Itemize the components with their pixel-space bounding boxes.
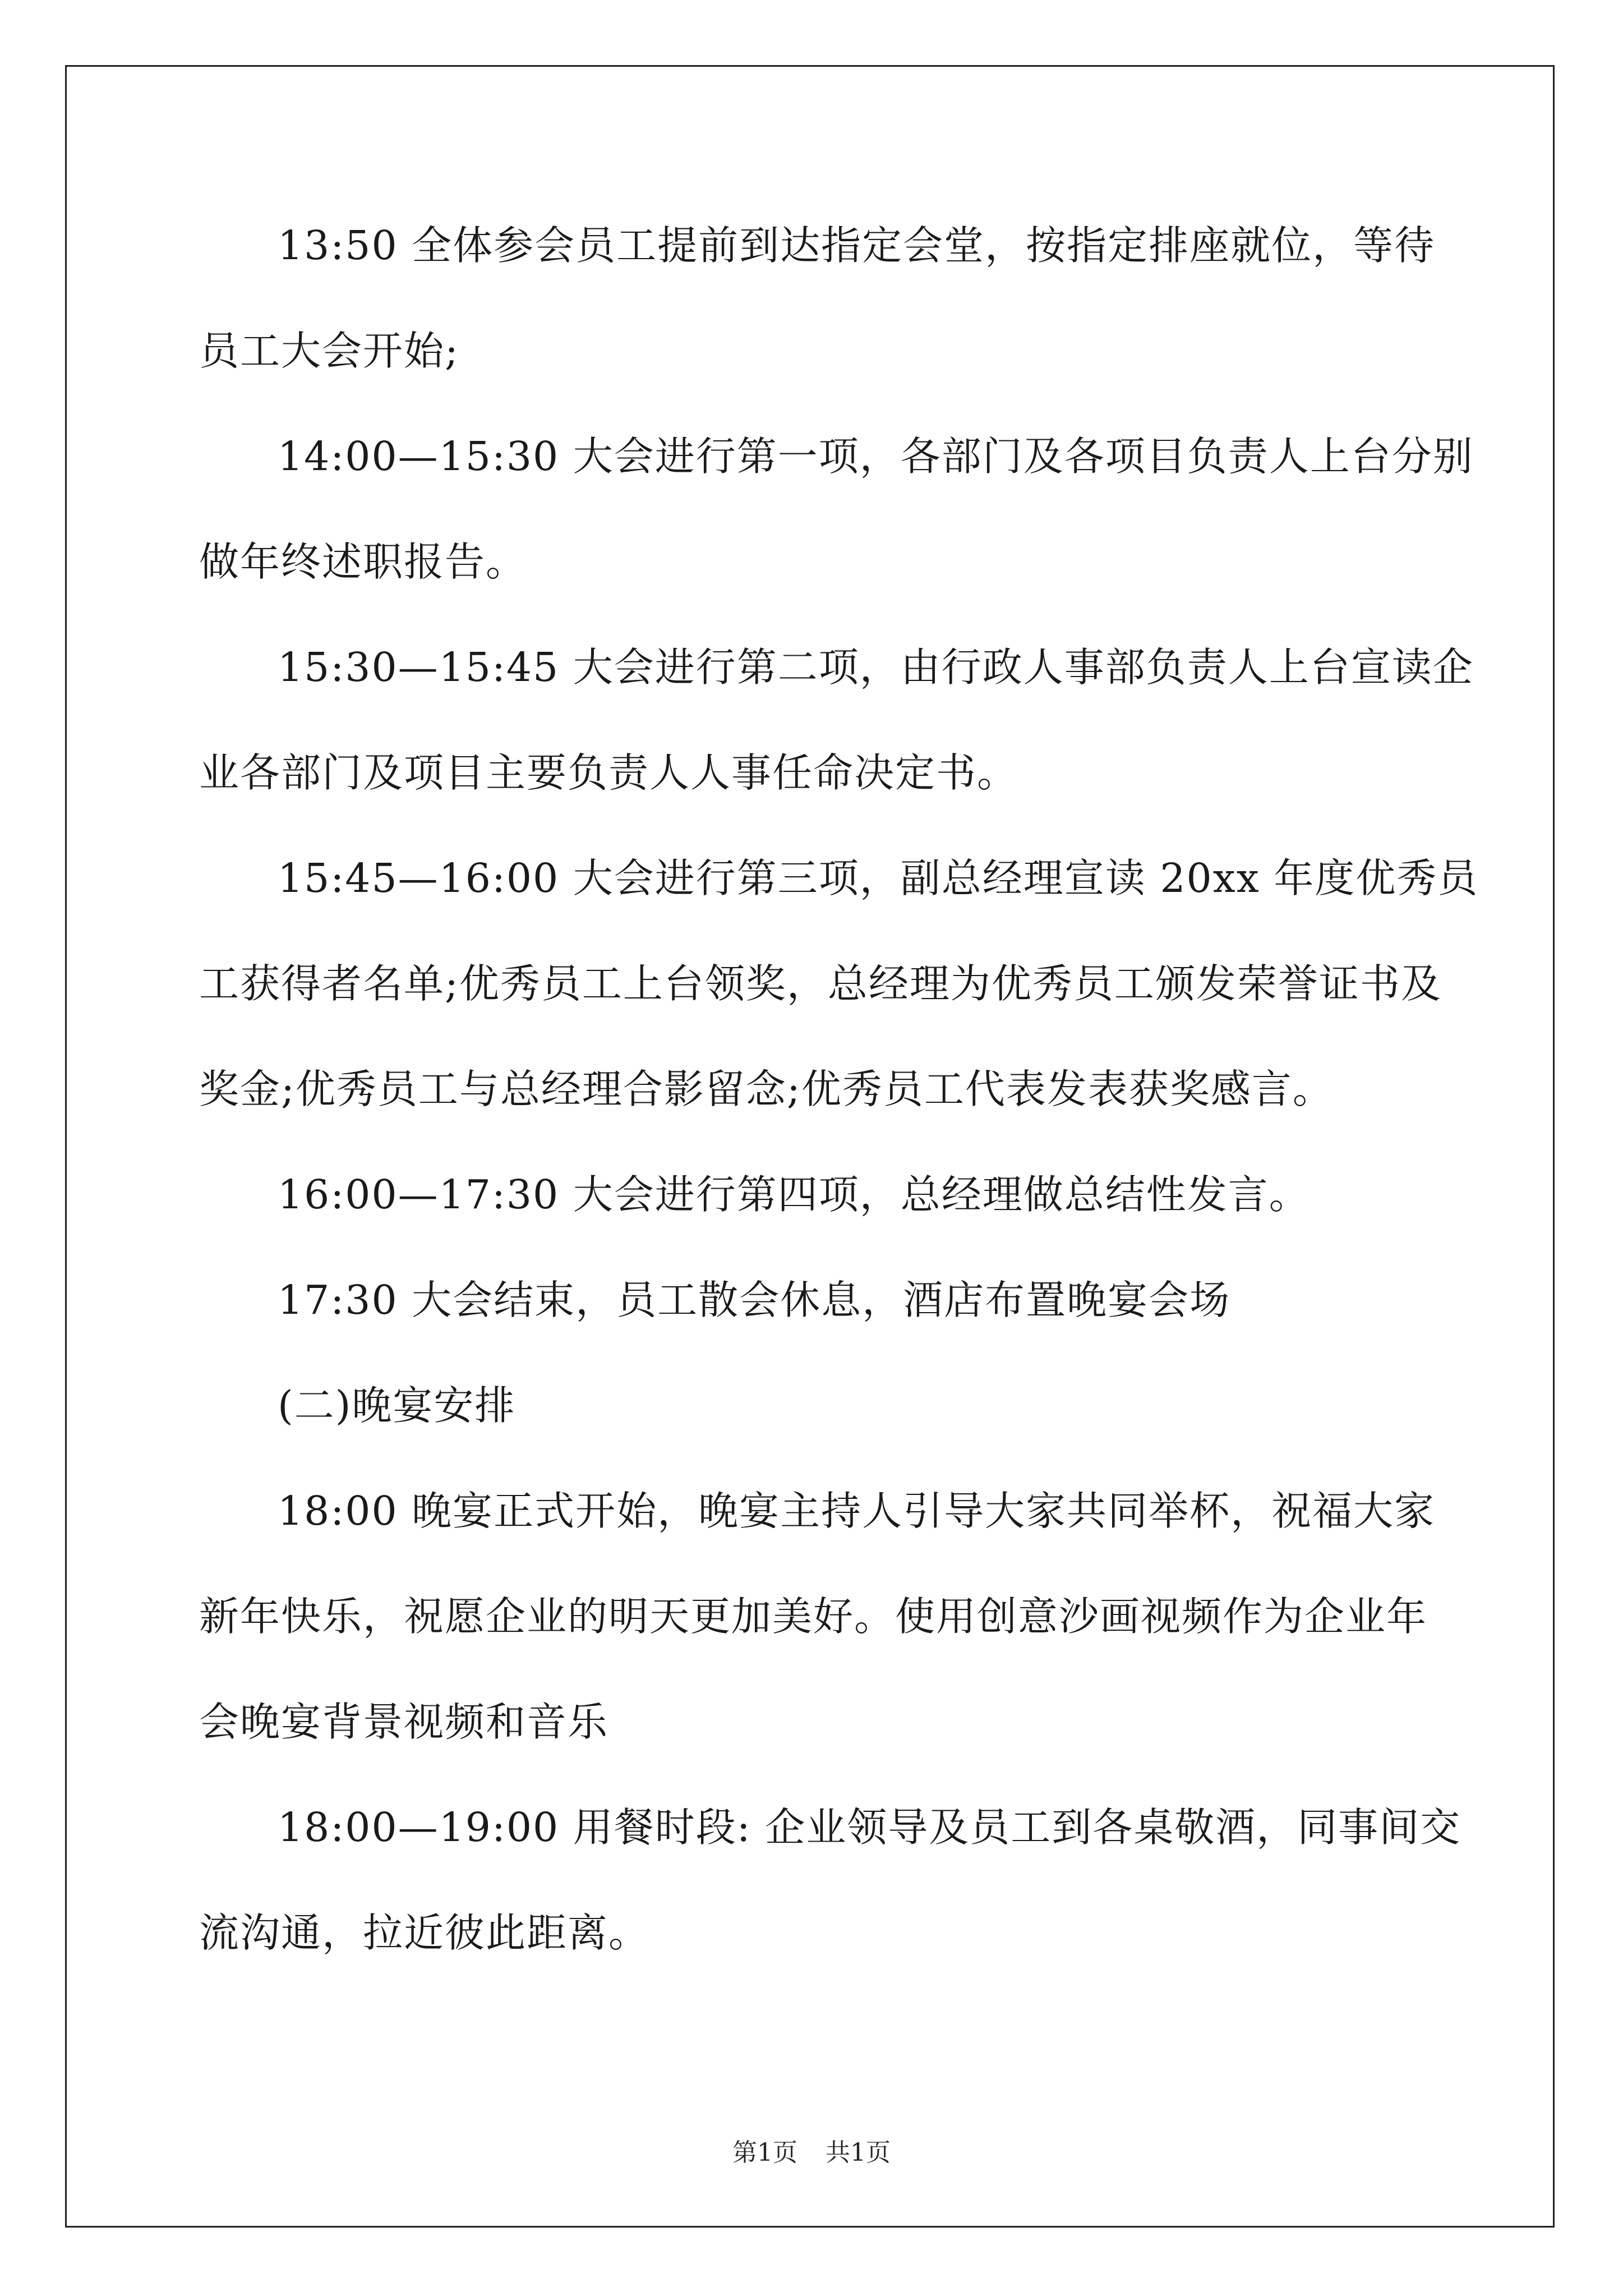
paragraph-4-line-3: 奖金;优秀员工与总经理合影留念;优秀员工代表发表获奖感言。 [199, 1066, 1334, 1112]
paragraph-2-line-1: 14:00—15:30 大会进行第一项，各部门及各项目负责人上台分别 [278, 433, 1474, 480]
page-number: 第1页 [732, 2138, 797, 2167]
paragraph-5-line-1: 16:00—17:30 大会进行第四项，总经理做总结性发言。 [278, 1171, 1310, 1218]
paragraph-4-line-2: 工获得者名单;优秀员工上台领奖，总经理为优秀员工颁发荣誉证书及 [199, 960, 1442, 1007]
paragraph-8-line-1: 18:00 晚宴正式开始，晚宴主持人引导大家共同举杯，祝福大家 [278, 1488, 1436, 1534]
paragraph-3-line-2: 业各部门及项目主要负责人人事任命决定书。 [199, 749, 1018, 796]
paragraph-3-line-1: 15:30—15:45 大会进行第二项，由行政人事部负责人上台宣读企 [278, 644, 1474, 691]
paragraph-9-line-1: 18:00—19:00 用餐时段: 企业领导及员工到各桌敬酒，同事间交 [278, 1804, 1461, 1851]
page-total: 共1页 [826, 2138, 891, 2167]
paragraph-8-line-3: 会晚宴背景视频和音乐 [199, 1699, 609, 1745]
paragraph-1-line-1: 13:50 全体参会员工提前到达指定会堂，按指定排座就位，等待 [278, 222, 1436, 269]
paragraph-2-line-2: 做年终述职报告。 [199, 539, 527, 585]
paragraph-1-line-2: 员工大会开始; [199, 328, 459, 374]
section-heading: (二)晚宴安排 [278, 1382, 516, 1429]
paragraph-6-line-1: 17:30 大会结束，员工散会休息，酒店布置晚宴会场 [278, 1277, 1231, 1323]
page-border [65, 65, 1555, 2228]
paragraph-4-line-1: 15:45—16:00 大会进行第三项，副总经理宣读 20xx 年度优秀员 [278, 855, 1479, 901]
paragraph-9-line-2: 流沟通，拉近彼此距离。 [199, 1910, 650, 1956]
paragraph-8-line-2: 新年快乐，祝愿企业的明天更加美好。使用创意沙画视频作为企业年 [199, 1593, 1428, 1640]
page-footer [0, 2136, 1623, 2170]
